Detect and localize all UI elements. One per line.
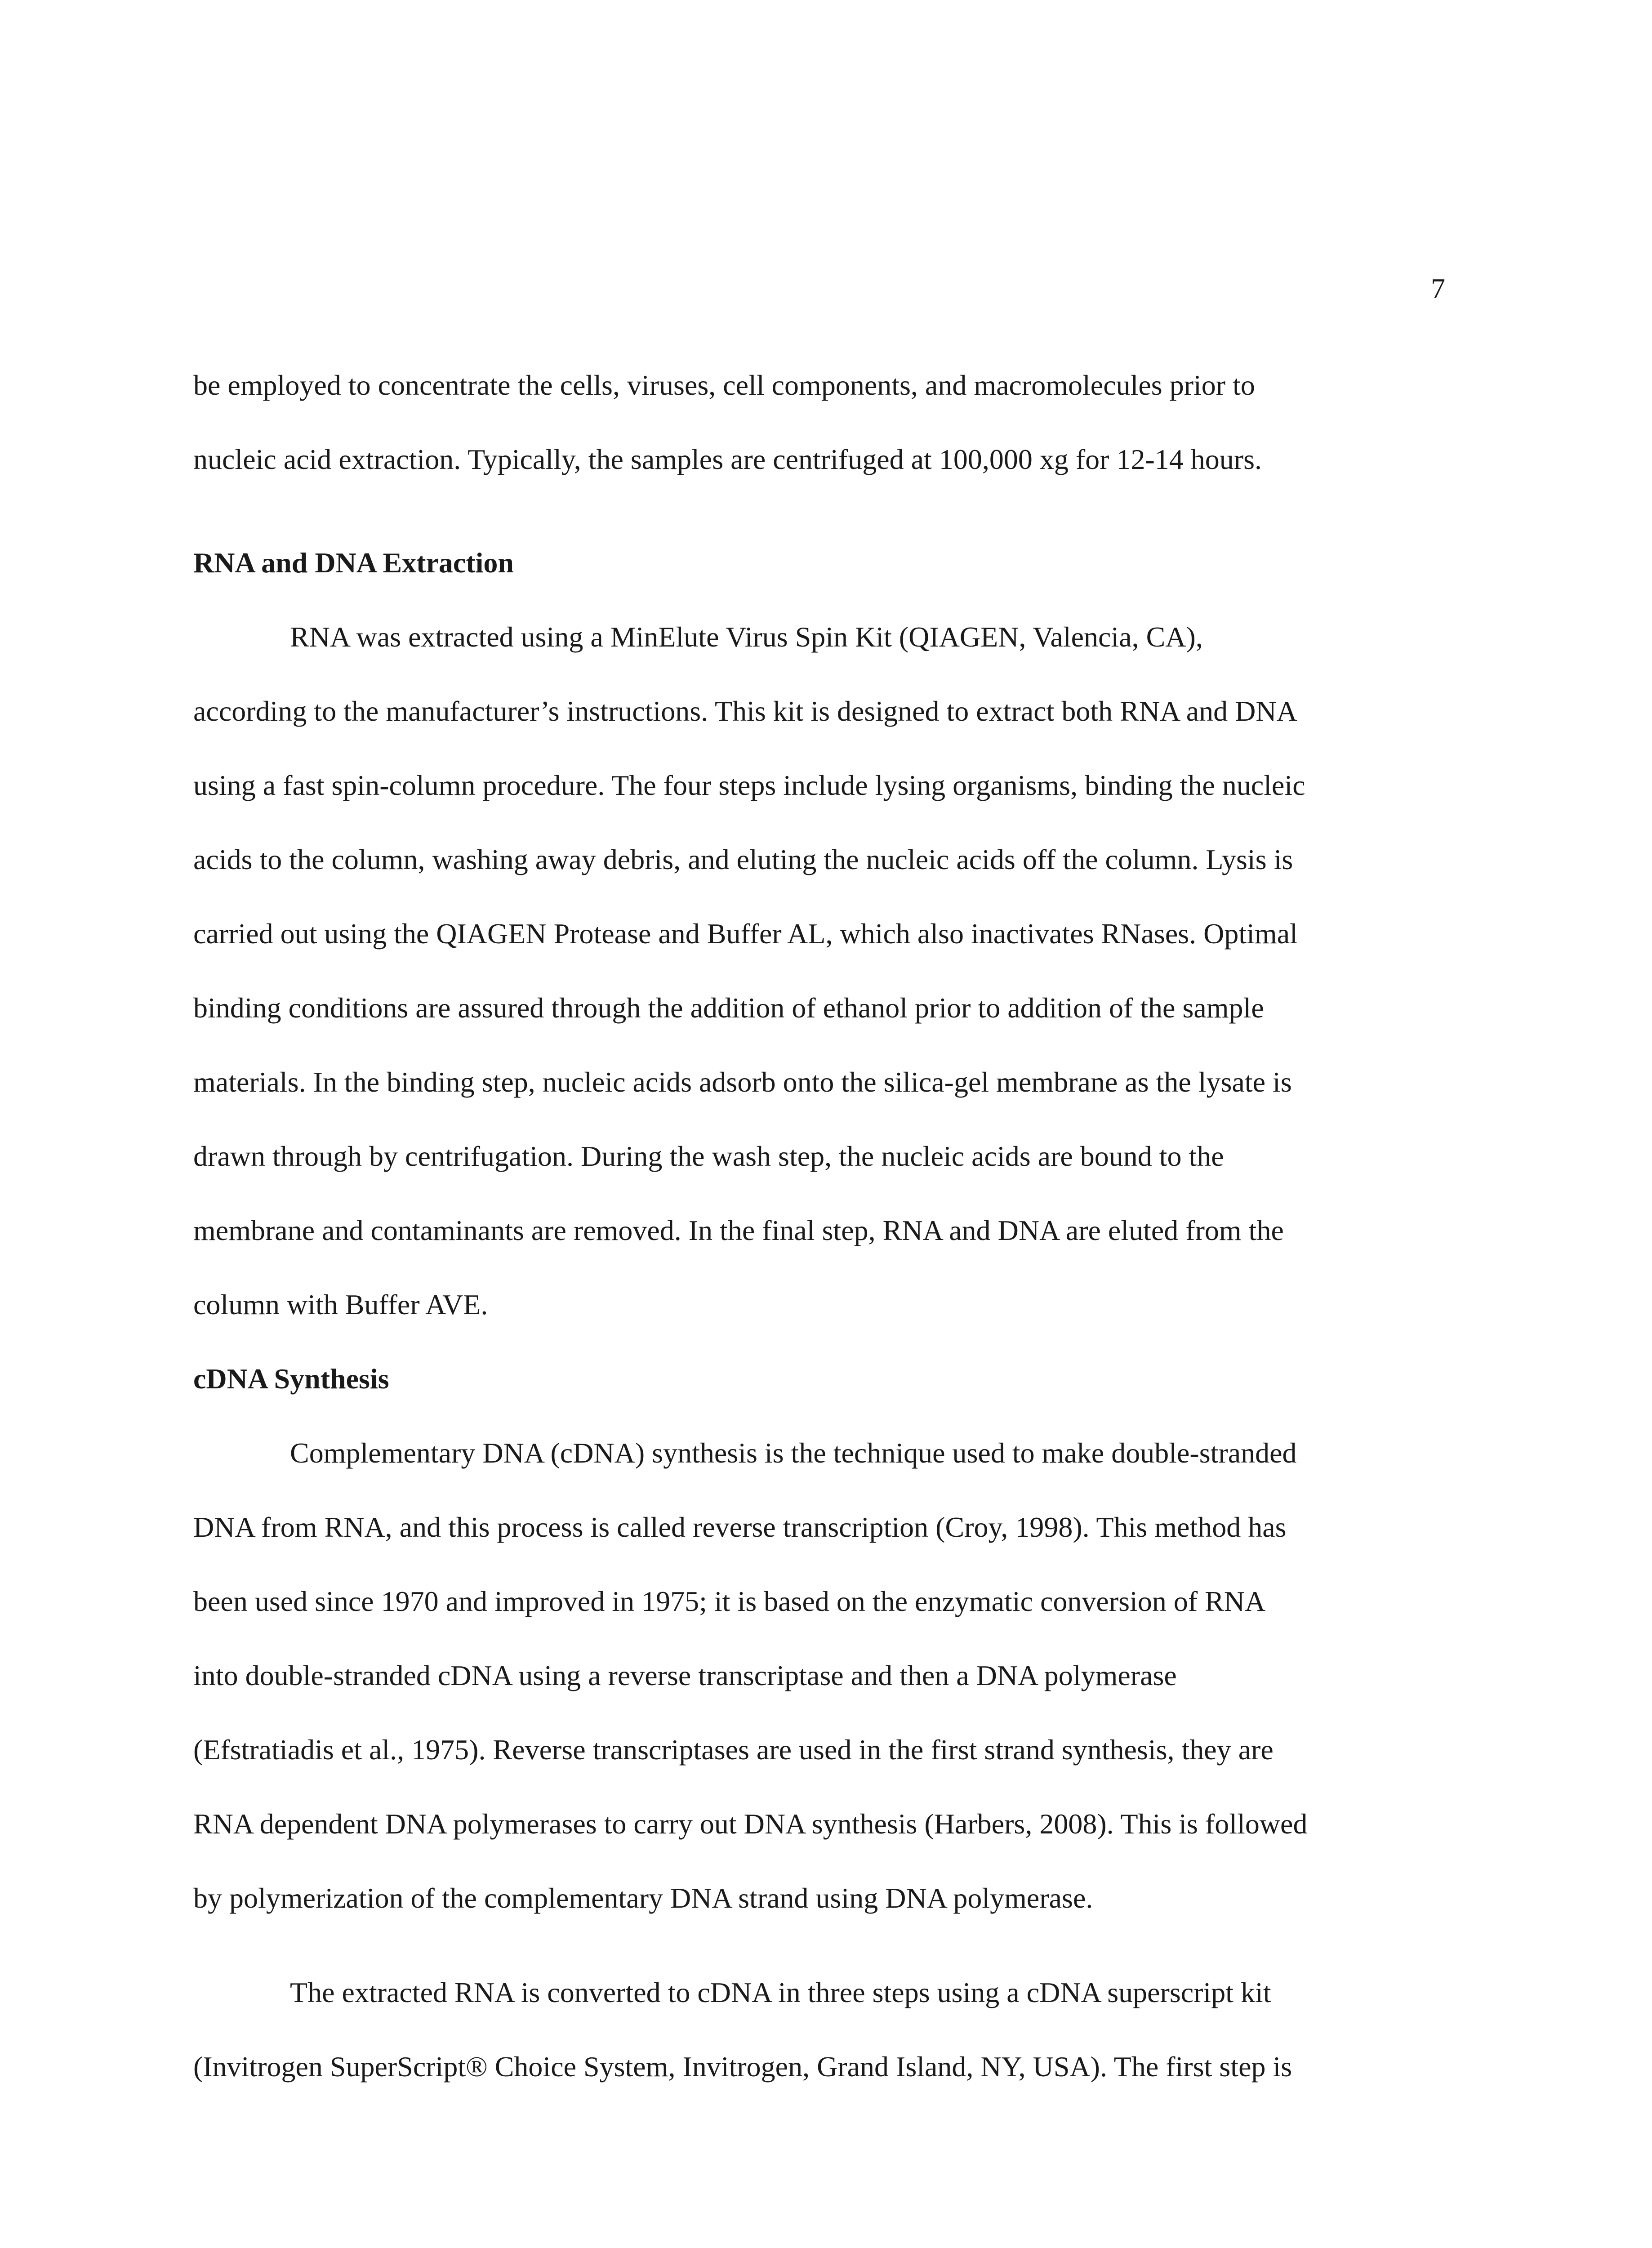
body-text-line: membrane and contaminants are removed. In the final step, RNA and DNA are eluted from the	[193, 1214, 1284, 1246]
body-text-line: using a fast spin-column procedure. The four steps include lysing organisms, binding the nucleic	[193, 769, 1305, 801]
body-text-line: been used since 1970 and improved in 1975; it is based on the enzymatic conversion of RNA	[193, 1585, 1266, 1617]
body-text-line: Complementary DNA (cDNA) synthesis is the technique used to make double-stranded	[290, 1437, 1297, 1469]
body-text-line: RNA was extracted using a MinElute Virus Spin Kit (QIAGEN, Valencia, CA),	[290, 621, 1203, 653]
body-text-line: binding conditions are assured through the addition of ethanol prior to addition of the sample	[193, 992, 1264, 1024]
body-text-line: (Invitrogen SuperScript® Choice System, Invitrogen, Grand Island, NY, USA). The first step is	[193, 2051, 1292, 2083]
body-text-line: according to the manufacturer’s instructions. This kit is designed to extract both RNA and DNA	[193, 695, 1297, 727]
section-heading: RNA and DNA Extraction	[193, 547, 514, 579]
section-heading: cDNA Synthesis	[193, 1363, 389, 1395]
body-text-line: The extracted RNA is converted to cDNA in three steps using a cDNA superscript kit	[290, 1976, 1271, 2008]
body-text-line: be employed to concentrate the cells, viruses, cell components, and macromolecules prior to	[193, 369, 1255, 401]
body-text-line: column with Buffer AVE.	[193, 1289, 488, 1320]
body-text-line: carried out using the QIAGEN Protease and Buffer AL, which also inactivates RNases. Optimal	[193, 918, 1298, 950]
body-text-line: RNA dependent DNA polymerases to carry out DNA synthesis (Harbers, 2008). This is followed	[193, 1808, 1308, 1840]
body-text-line: (Efstratiadis et al., 1975). Reverse transcriptases are used in the first strand synthesis, they are	[193, 1734, 1274, 1766]
body-text-line: nucleic acid extraction. Typically, the samples are centrifuged at 100,000 xg for 12-14 hours.	[193, 443, 1262, 475]
body-text-line: acids to the column, washing away debris, and eluting the nucleic acids off the column. Lysis is	[193, 843, 1293, 875]
page-number: 7	[1431, 272, 1445, 304]
body-text-line: by polymerization of the complementary DNA strand using DNA polymerase.	[193, 1882, 1093, 1914]
body-text-line: into double-stranded cDNA using a reverse transcriptase and then a DNA polymerase	[193, 1659, 1177, 1691]
body-text-line: materials. In the binding step, nucleic acids adsorb onto the silica-gel membrane as the lysate is	[193, 1066, 1292, 1098]
body-text-line: drawn through by centrifugation. During the wash step, the nucleic acids are bound to the	[193, 1140, 1224, 1172]
body-text-line: DNA from RNA, and this process is called reverse transcription (Croy, 1998). This method has	[193, 1511, 1287, 1543]
